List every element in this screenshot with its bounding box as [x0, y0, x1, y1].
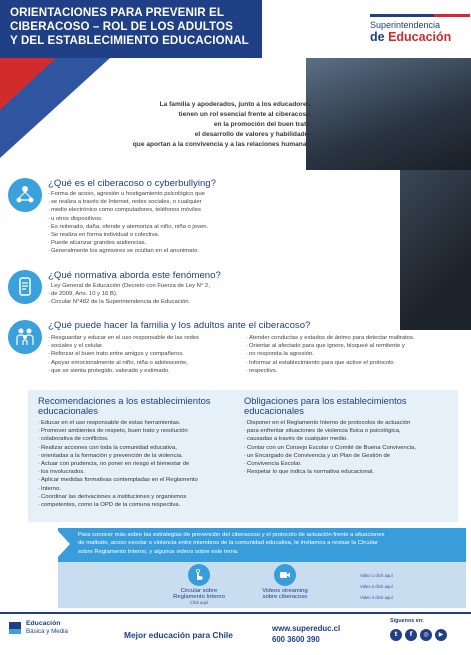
resource-label: sobre ciberacoso: [262, 594, 308, 600]
list-item: · Resguardar y educar en el uso responsable de las redes: [48, 334, 244, 342]
resource-label: Reglamento Interno: [173, 594, 225, 600]
intro-line: sobre Reglamento Interno, y algunos videos sobre este tema.: [78, 548, 239, 555]
list-item: · Educar en el uso responsable de estas herramientas.: [38, 419, 238, 427]
twitter-icon[interactable]: t: [390, 629, 402, 641]
intro-line: La familia y apoderados, junto a los educadores,: [159, 101, 312, 108]
circular-link[interactable]: [164, 564, 234, 605]
header: [0, 0, 471, 60]
laptop-photo: [400, 170, 471, 330]
recommendations-panel: [28, 390, 458, 522]
list-item: · Respetar lo que indica la normativa educacional.: [244, 468, 450, 476]
section-list: [48, 190, 248, 256]
list-item: · Disponer en el Reglamento Interno de protocolos de actuación: [244, 419, 450, 427]
title-line: CIBERACOSO – ROL DE LOS ADULTOS: [10, 20, 233, 33]
list-item: · Informar al establecimiento para que active el protocolo: [246, 359, 446, 367]
education-logo-icon: [8, 621, 22, 635]
social-links: [390, 628, 450, 646]
list-item: · Orientar al afectado para que ignore, bloqueé al remitente y: [246, 342, 446, 350]
list-item: · Circular N°482 de la Superintendencia de Educación.: [48, 298, 268, 306]
list-item: · colaborativa de conflictos.: [38, 435, 238, 443]
title-line: educacionales: [38, 405, 98, 416]
obligations-title: [244, 396, 450, 416]
section-list-right: [246, 334, 446, 375]
logo-line1: Superintendencia: [370, 20, 441, 30]
recommendations-column: [38, 396, 238, 509]
list-item: · Realizar acciones con toda la comunidad educativa,: [38, 444, 238, 452]
intro-line: de maltrato, acoso escolar o violencia entre miembros de la comunidad educativa, te invitamos a revisar la Circular: [78, 540, 378, 547]
list-item: · Se realiza en forma individual o colectiva.: [48, 231, 248, 239]
video-link[interactable]: Video 2 click aquí: [360, 584, 393, 589]
intro-line: Para conocer más sobre las estrategias de prevención del ciberacoso y el protocolo de actuación frente a situaciones: [78, 532, 385, 538]
footer-logo-line1: Educación: [26, 620, 61, 627]
resource-label: Videos streaming: [262, 588, 308, 594]
list-item: · Generalmente los agresores se ocultan en el anonimato.: [48, 247, 248, 255]
superintendencia-logo: [370, 14, 466, 44]
list-item: · Forma de acoso, agresión u hostigamiento psicológico que: [48, 190, 248, 198]
list-item: · Contar con un Consejo Escolar o Comité de Buena Convivencia,: [244, 444, 450, 452]
youtube-icon[interactable]: ▶: [435, 629, 447, 641]
logo-rule: [370, 14, 434, 17]
list-item: · Puede alcanzar grandes audiencias.: [48, 239, 248, 247]
list-item: · Es reiterado, daña, ofende y atemoriza al niño, niña o joven.: [48, 223, 248, 231]
footer-contact: [272, 623, 340, 645]
social-label: Síguenos en:: [390, 618, 424, 624]
education-logo: [26, 620, 68, 636]
intro-line: en la promoción del buen trato,: [213, 121, 312, 128]
list-item: · Promover ambientes de respeto, buen trato y resolución: [38, 427, 238, 435]
logo-rule-accent: [434, 14, 470, 17]
footer-motto: Mejor educación para Chile: [124, 630, 233, 640]
list-item: · orientadas a la formación y prevención de la violencia.: [38, 452, 238, 460]
section-title: ¿Qué normativa aborda este fenómeno?: [48, 270, 221, 281]
list-item: · Coordinar las derivaciones a instituciones y organismos: [38, 493, 238, 501]
resource-click: Click aquí: [189, 600, 209, 605]
hero-banner: [0, 58, 471, 170]
intro-line: que aportan a la convivencia y a las relaciones humanas.: [132, 141, 312, 148]
video-link[interactable]: Video 3 click aquí: [360, 595, 393, 600]
intro-text: [96, 100, 312, 150]
intro-line: tienen un rol esencial frente al ciberacoso,: [178, 111, 312, 118]
hand-click-icon: [188, 564, 210, 586]
section-title: ¿Qué es el ciberacoso o cyberbullying?: [48, 178, 216, 189]
intro-line: el desarrollo de valores y habilidades: [194, 131, 312, 138]
list-item: · Atender conductas y estados de ánimo para detectar maltratos.: [246, 334, 446, 342]
resource-label: Circular sobre: [180, 588, 218, 594]
page-title: [0, 0, 262, 58]
children-photo: [306, 58, 471, 170]
video-camera-icon: [274, 564, 296, 586]
title-line: educacionales: [244, 405, 304, 416]
list-item: · Aplicar medidas formativas contempladas en el Reglamento: [38, 476, 238, 484]
list-item: · Convivencia Escolar.: [244, 460, 450, 468]
logo-line2: [370, 30, 451, 44]
list-item: · causadas a través de cualquier medio.: [244, 435, 450, 443]
instagram-icon[interactable]: ◎: [420, 629, 432, 641]
video-links: [360, 570, 393, 603]
list-item: · Ley General de Educación (Decreto con Fuerza de Ley N° 2,: [48, 282, 268, 290]
recommendations-list: [38, 419, 238, 509]
section-list-left: [48, 334, 244, 375]
list-item: · se realiza a través de Internet, redes sociales, o cualquier: [48, 198, 248, 206]
title-line: Recomendaciones a los establecimientos: [38, 395, 211, 406]
resources-intro: [58, 528, 466, 562]
footer-logo-line2: Básica y Media: [26, 628, 68, 635]
section-list: [48, 282, 268, 307]
recommendations-title: [38, 396, 238, 416]
list-item: · Actuar con prudencia, no poner en riesgo el bienestar de: [38, 460, 238, 468]
title-line: Obligaciones para los establecimientos: [244, 395, 407, 406]
footer: [0, 612, 471, 655]
list-item: · que se sienta protegido, valorado y estimado.: [48, 367, 244, 375]
list-item: · no responda la agresión.: [246, 350, 446, 358]
list-item: · medio electrónico como computadores, teléfonos móviles: [48, 206, 248, 214]
list-item: · Apoyar emocionalmente al niño, niña o adolescente,: [48, 359, 244, 367]
title-line: ORIENTACIONES PARA PREVENIR EL: [10, 6, 225, 19]
mobile-document-icon: [8, 270, 42, 304]
network-icon: [8, 178, 42, 212]
logo-prefix: de: [370, 30, 389, 44]
list-item: · los involucrados.: [38, 468, 238, 476]
title-line: Y DEL ESTABLECIMIENTO EDUCACIONAL: [10, 34, 249, 47]
arrow-decoration: [58, 531, 70, 557]
website-link[interactable]: www.supereduc.cl: [272, 624, 341, 633]
red-triangle-decoration: [0, 58, 56, 110]
list-item: · u otros dispositivos.: [48, 215, 248, 223]
list-item: · de 2009, Arts. 10 y 16 B).: [48, 290, 268, 298]
list-item: · Interno.: [38, 485, 238, 493]
resources-panel: [58, 528, 466, 608]
family-icon: [8, 320, 42, 354]
list-item: · para enfrentar situaciones de violencia física o psicológica,: [244, 427, 450, 435]
logo-accent: Educación: [388, 30, 452, 44]
obligations-list: [244, 419, 450, 476]
list-item: · respectivo.: [246, 367, 446, 375]
video-link[interactable]: Video 1 click aquí: [360, 573, 393, 578]
list-item: · un Encargado de Convivencia y un Plan de Gestión de: [244, 452, 450, 460]
phone-number: 600 3600 390: [272, 635, 320, 644]
list-item: · competentes, como la OPD de la comuna respectiva.: [38, 501, 238, 509]
videos-link[interactable]: [250, 564, 320, 600]
obligations-column: [244, 396, 450, 476]
section-title: ¿Qué puede hacer la familia y los adultos ante el ciberacoso?: [48, 320, 311, 331]
list-item: · Reforzar el buen trato entre amigos y compañeros.: [48, 350, 244, 358]
list-item: · sociales y el celular.: [48, 342, 244, 350]
facebook-icon[interactable]: f: [405, 629, 417, 641]
